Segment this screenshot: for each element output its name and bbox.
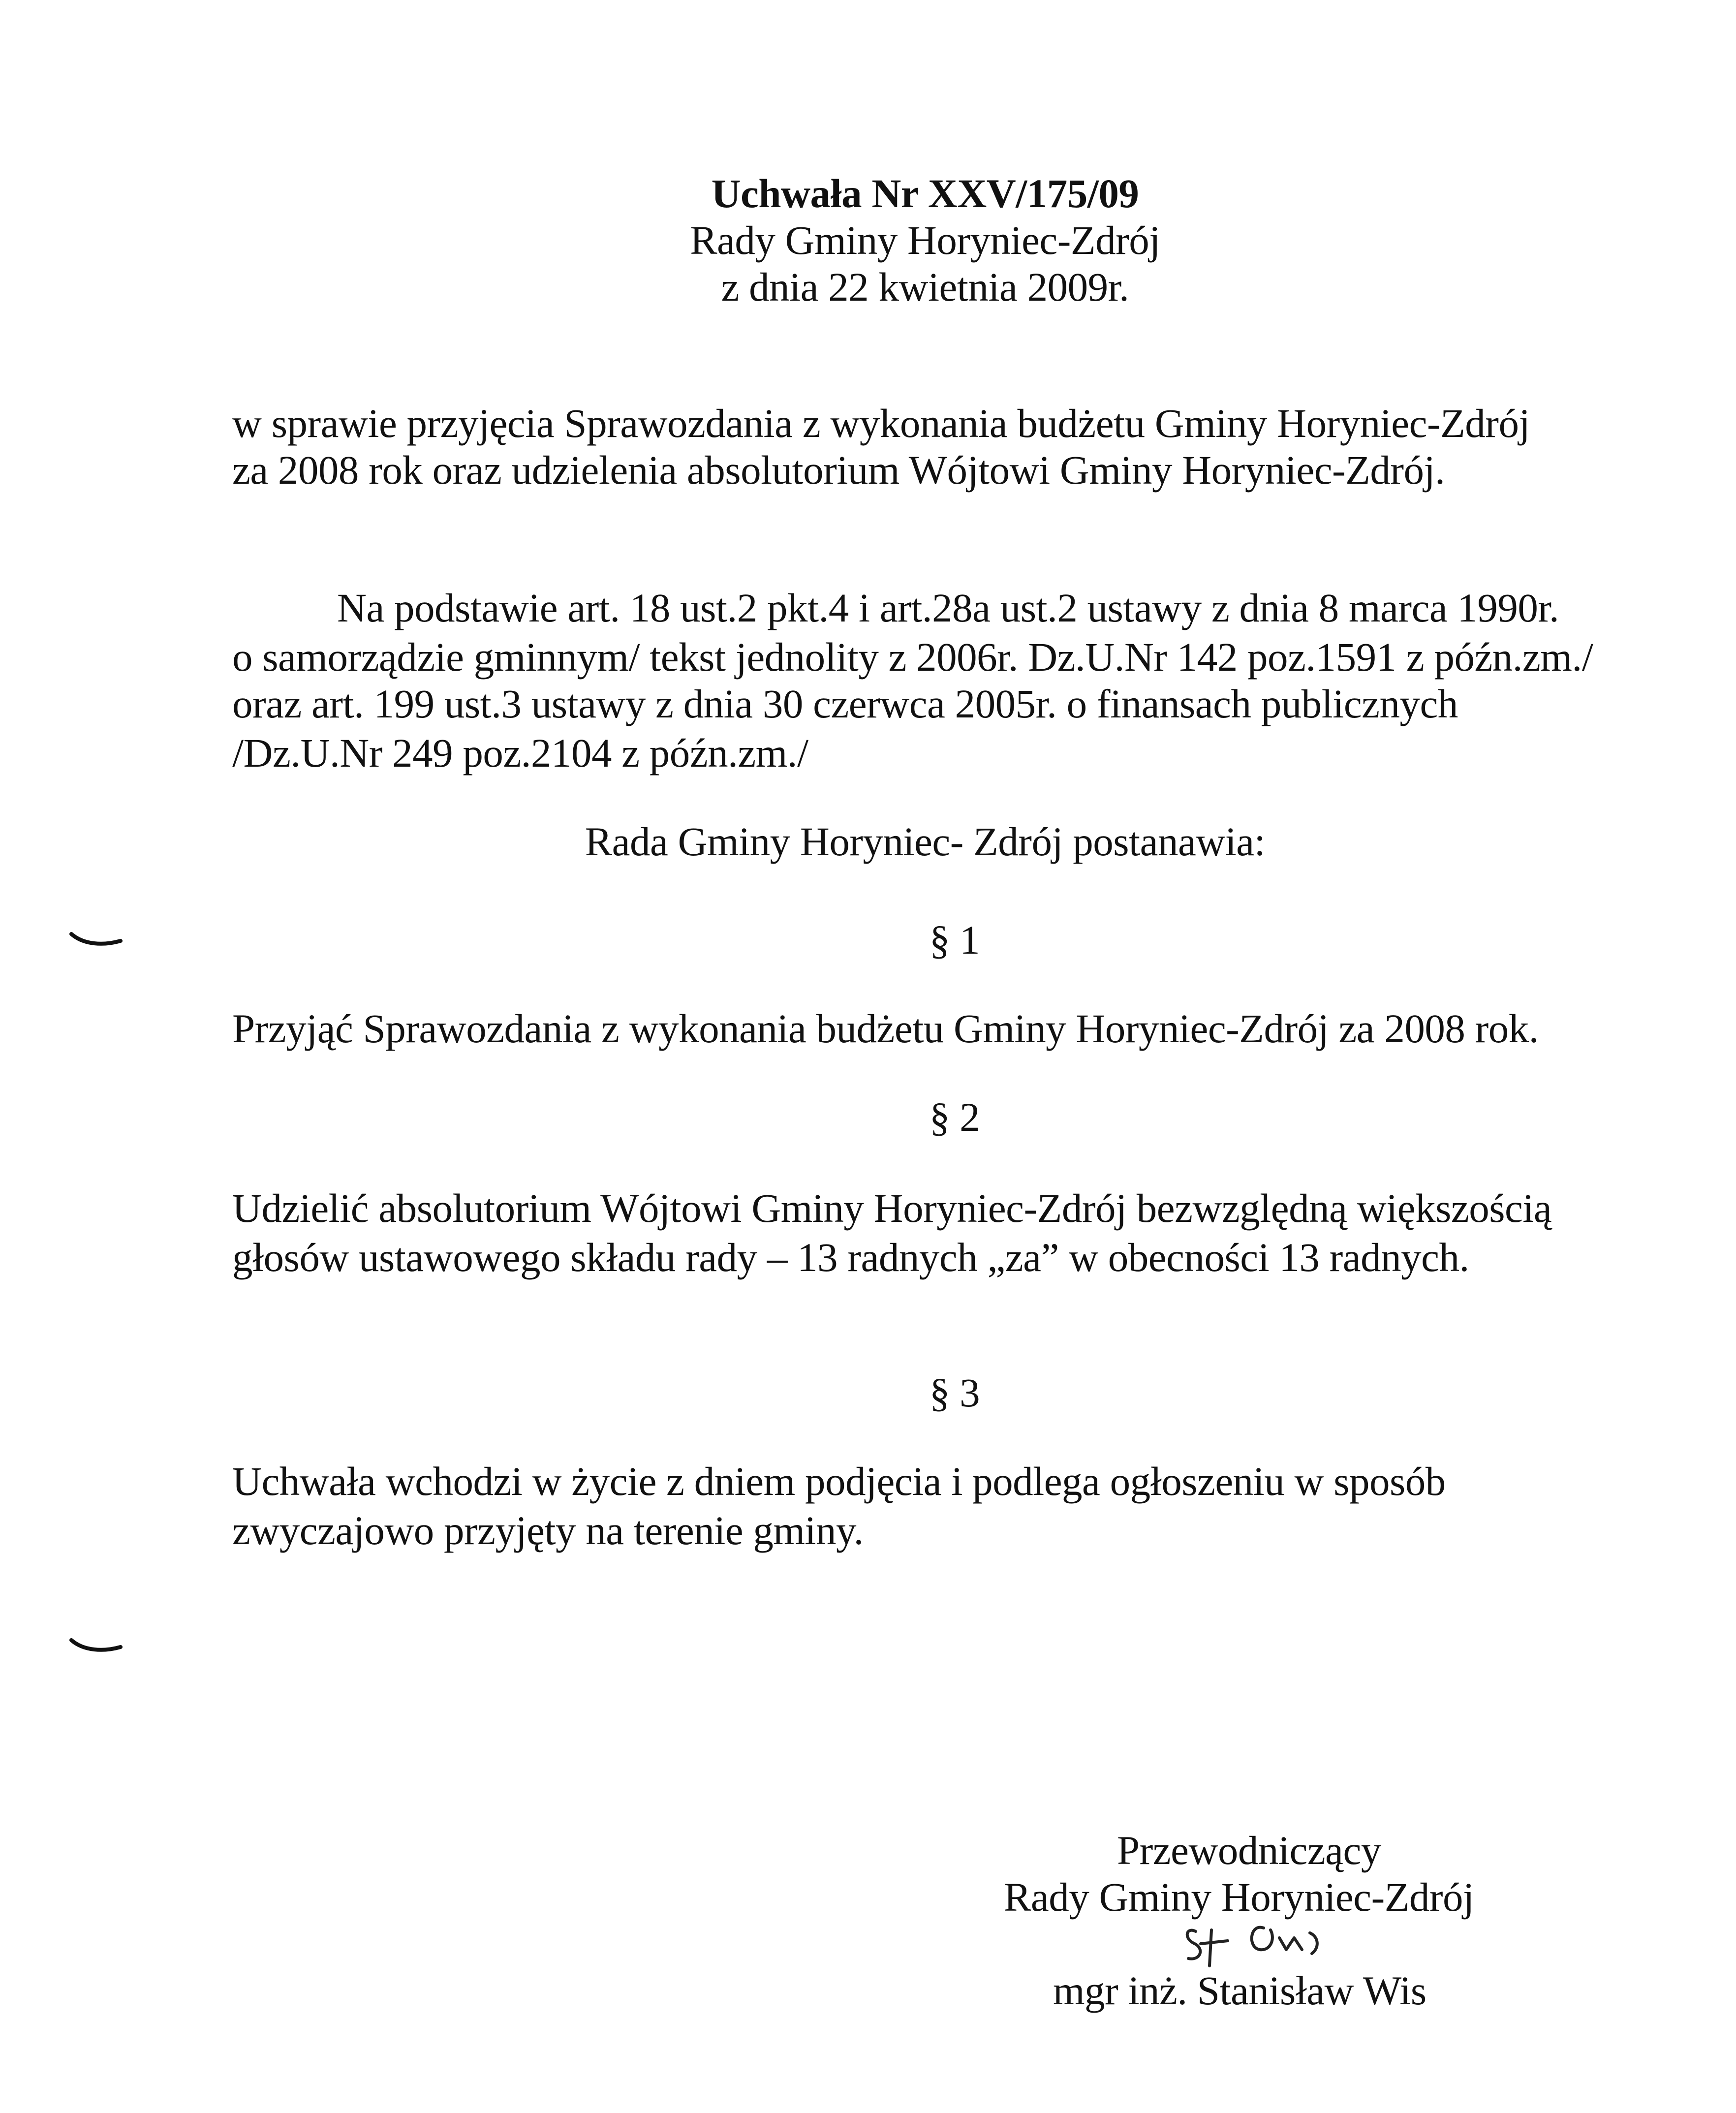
resolves-line: Rada Gminy Horyniec- Zdrój postanawia: — [585, 819, 1266, 864]
margin-mark — [69, 1636, 123, 1656]
subject-line: w sprawie przyjęcia Sprawozdania z wykonania budżetu Gminy Horyniec-Zdrój — [232, 401, 1530, 446]
resolution-title: Uchwała Nr XXV/175/09 — [711, 171, 1139, 216]
section-text: Udzielić absolutorium Wójtowi Gminy Horyniec-Zdrój bezwzględną większością — [232, 1185, 1552, 1231]
council-name: Rady Gminy Horyniec-Zdrój — [690, 218, 1160, 263]
section-text: zwyczajowo przyjęty na terenie gminy. — [232, 1508, 864, 1553]
section-heading: § 2 — [929, 1094, 980, 1140]
section-text: głosów ustawowego składu rady – 13 radnych „za” w obecności 13 radnych. — [232, 1235, 1469, 1280]
section-text: Uchwała wchodzi w życie z dniem podjęcia i podlega ogłoszeniu w sposób — [232, 1459, 1446, 1504]
legal-basis-line: oraz art. 199 ust.3 ustawy z dnia 30 czerwca 2005r. o finansach publicznych — [232, 681, 1458, 726]
signatory-role: Przewodniczący — [1117, 1828, 1381, 1873]
section-text: Przyjąć Sprawozdania z wykonania budżetu Gminy Horyniec-Zdrój za 2008 rok. — [232, 1006, 1539, 1051]
signatory-council: Rady Gminy Horyniec-Zdrój — [1004, 1874, 1474, 1920]
subject-line: za 2008 rok oraz udzielenia absolutorium Wójtowi Gminy Horyniec-Zdrój. — [232, 447, 1445, 493]
margin-mark — [69, 930, 123, 950]
legal-basis-line: o samorządzie gminnym/ tekst jednolity z 2006r. Dz.U.Nr 142 poz.1591 z późn.zm./ — [232, 634, 1593, 680]
legal-basis-line: Na podstawie art. 18 ust.2 pkt.4 i art.28a ust.2 ustawy z dnia 8 marca 1990r. — [337, 585, 1559, 630]
section-heading: § 3 — [929, 1370, 980, 1415]
legal-basis-line: /Dz.U.Nr 249 poz.2104 z późn.zm./ — [232, 730, 808, 776]
section-heading: § 1 — [929, 917, 980, 963]
resolution-date: z dnia 22 kwietnia 2009r. — [721, 264, 1129, 310]
signatory-name: mgr inż. Stanisław Wis — [1053, 1968, 1426, 2013]
